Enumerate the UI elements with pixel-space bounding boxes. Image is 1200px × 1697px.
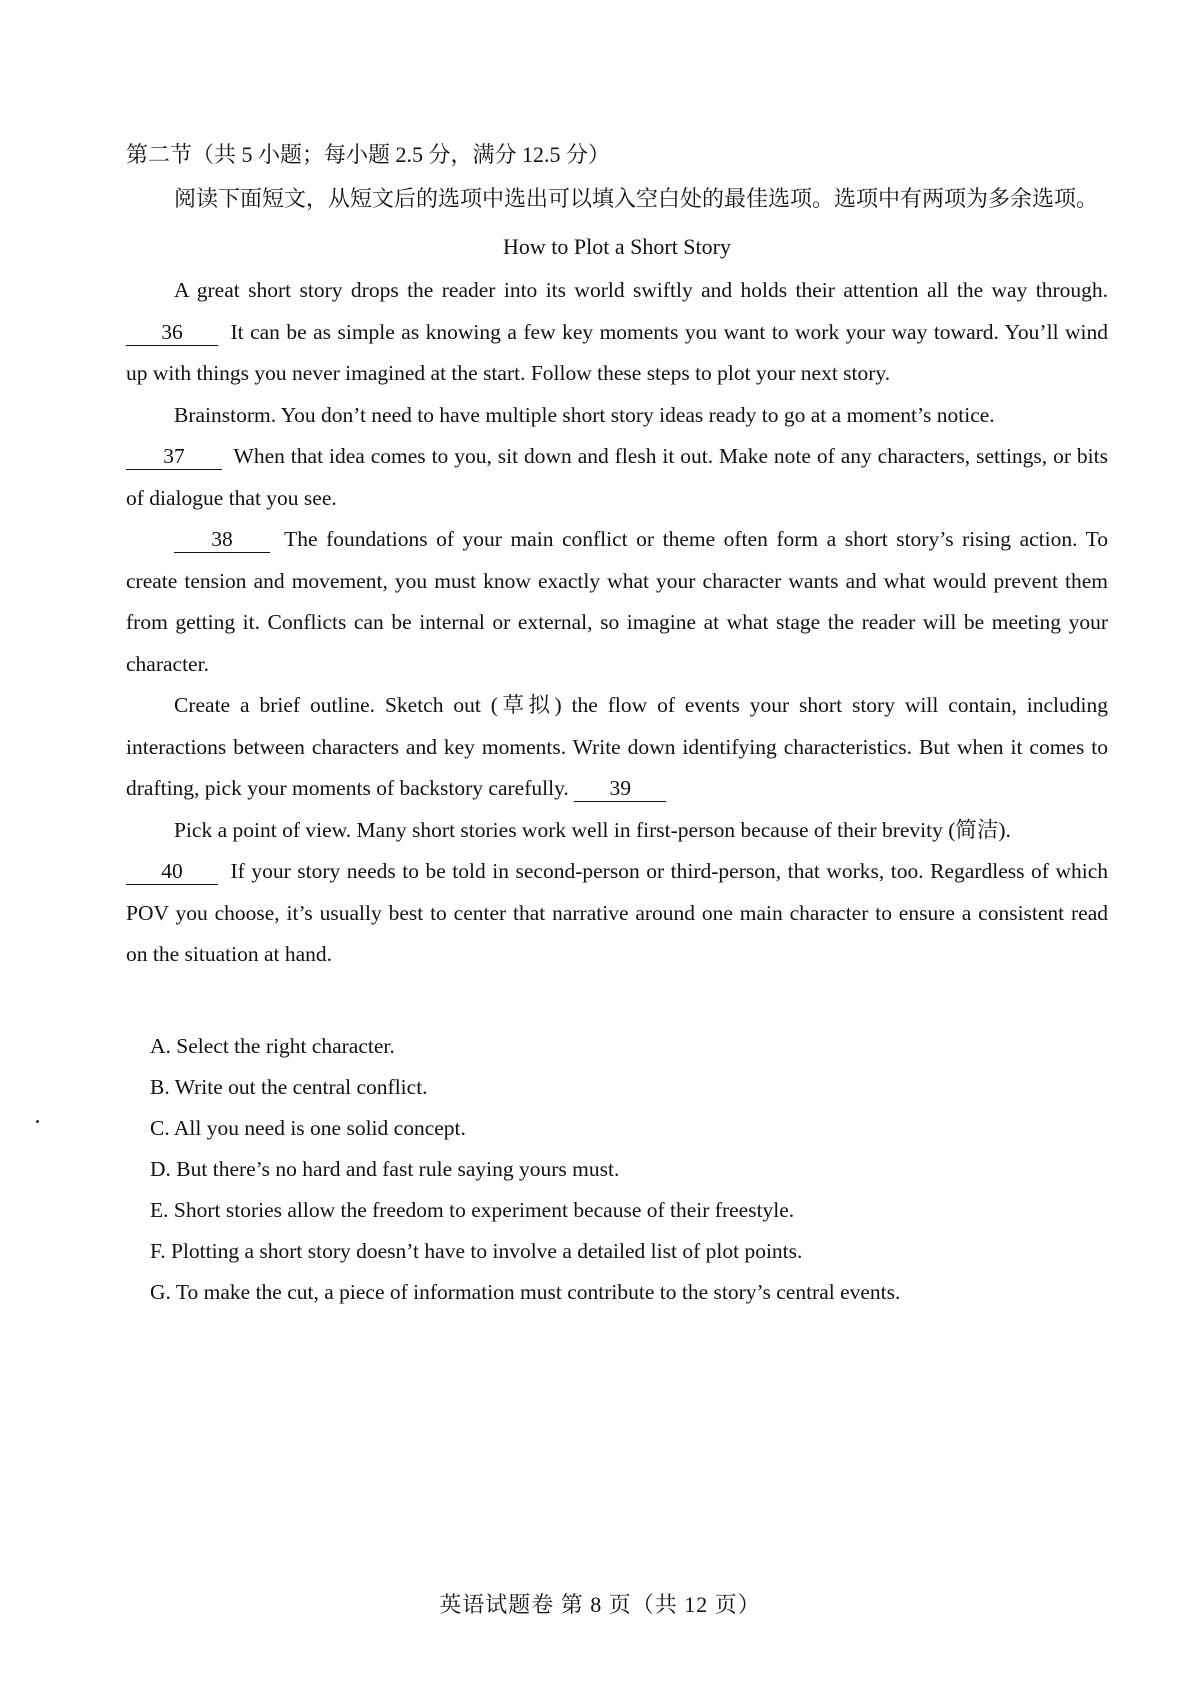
blank-36: 36 (126, 319, 218, 346)
page-footer: 英语试题卷 第 8 页（共 12 页） (439, 1592, 761, 1617)
exam-page (126, 140, 1108, 1313)
paragraph-text: It can be as simple as knowing a few key moments you want to work your way toward. You’ll wind up with things you never imagined at the start. Follow these steps to plot your next story. (126, 319, 1109, 385)
paragraph-6 (126, 810, 1108, 852)
passage-title: How to Plot a Short Story (503, 234, 731, 259)
option-g: G. To make the cut, a piece of information must contribute to the story’s central events. (150, 1279, 901, 1304)
blank-39: 39 (574, 775, 666, 802)
option-e: E. Short stories allow the freedom to experiment because of their freestyle. (150, 1197, 795, 1222)
paragraph-3 (126, 436, 1108, 519)
instructions: 阅读下面短文，从短文后的选项中选出可以填入空白处的最佳选项。选项中有两项为多余选项。 (174, 186, 1099, 211)
blank-40: 40 (126, 858, 218, 885)
paragraph-text: A great short story drops the reader into its world swiftly and holds their attention all the way through. (174, 278, 1108, 302)
option-a: A. Select the right character. (150, 1033, 395, 1058)
paragraph-text: The foundations of your main conflict or theme often form a short story’s rising action. To create tension and movement, you must know exactly what your character wants and what would prevent them from getting it. Conflicts can be internal or external, so imagine at what stage the reader will be meeting your character. (126, 527, 1108, 676)
option-b: B. Write out the central conflict. (150, 1074, 428, 1099)
blank-38: 38 (174, 526, 270, 553)
options-list (126, 1026, 1108, 1313)
option-c: C. All you need is one solid concept. (150, 1115, 466, 1140)
paragraph-text: Create a brief outline. Sketch out (草拟) the flow of events your short story will contain, including interactions between characters and key moments. Write down identifying characteristics. But when it comes to drafting, pick your moments of backstory carefully. (126, 693, 1108, 800)
option-f: F. Plotting a short story doesn’t have to involve a detailed list of plot points. (150, 1238, 803, 1263)
paragraph-7 (126, 851, 1108, 976)
blank-37: 37 (126, 443, 222, 470)
section-heading: 第二节（共 5 小题；每小题 2.5 分，满分 12.5 分） (126, 142, 611, 167)
scan-speck (36, 1120, 39, 1123)
paragraph-1 (126, 270, 1108, 395)
paragraph-text: Brainstorm. You don’t need to have multiple short story ideas ready to go at a moment’s notice. (174, 402, 995, 427)
paragraph-text: Pick a point of view. Many short stories work well in first-person because of their brevity (简洁). (174, 817, 1011, 842)
paragraph-2 (126, 395, 1108, 437)
paragraph-text: When that idea comes to you, sit down and flesh it out. Make note of any characters, settings, or bits of dialogue that you see. (126, 444, 1108, 510)
paragraph-text: If your story needs to be told in second-person or third-person, that works, too. Regardless of which POV you choose, it’s usually best to center that narrative around one main character to ensure a consistent read on the situation at hand. (126, 859, 1108, 966)
option-d: D. But there’s no hard and fast rule saying yours must. (150, 1156, 620, 1181)
paragraph-5 (126, 685, 1108, 810)
paragraph-4 (126, 519, 1108, 685)
